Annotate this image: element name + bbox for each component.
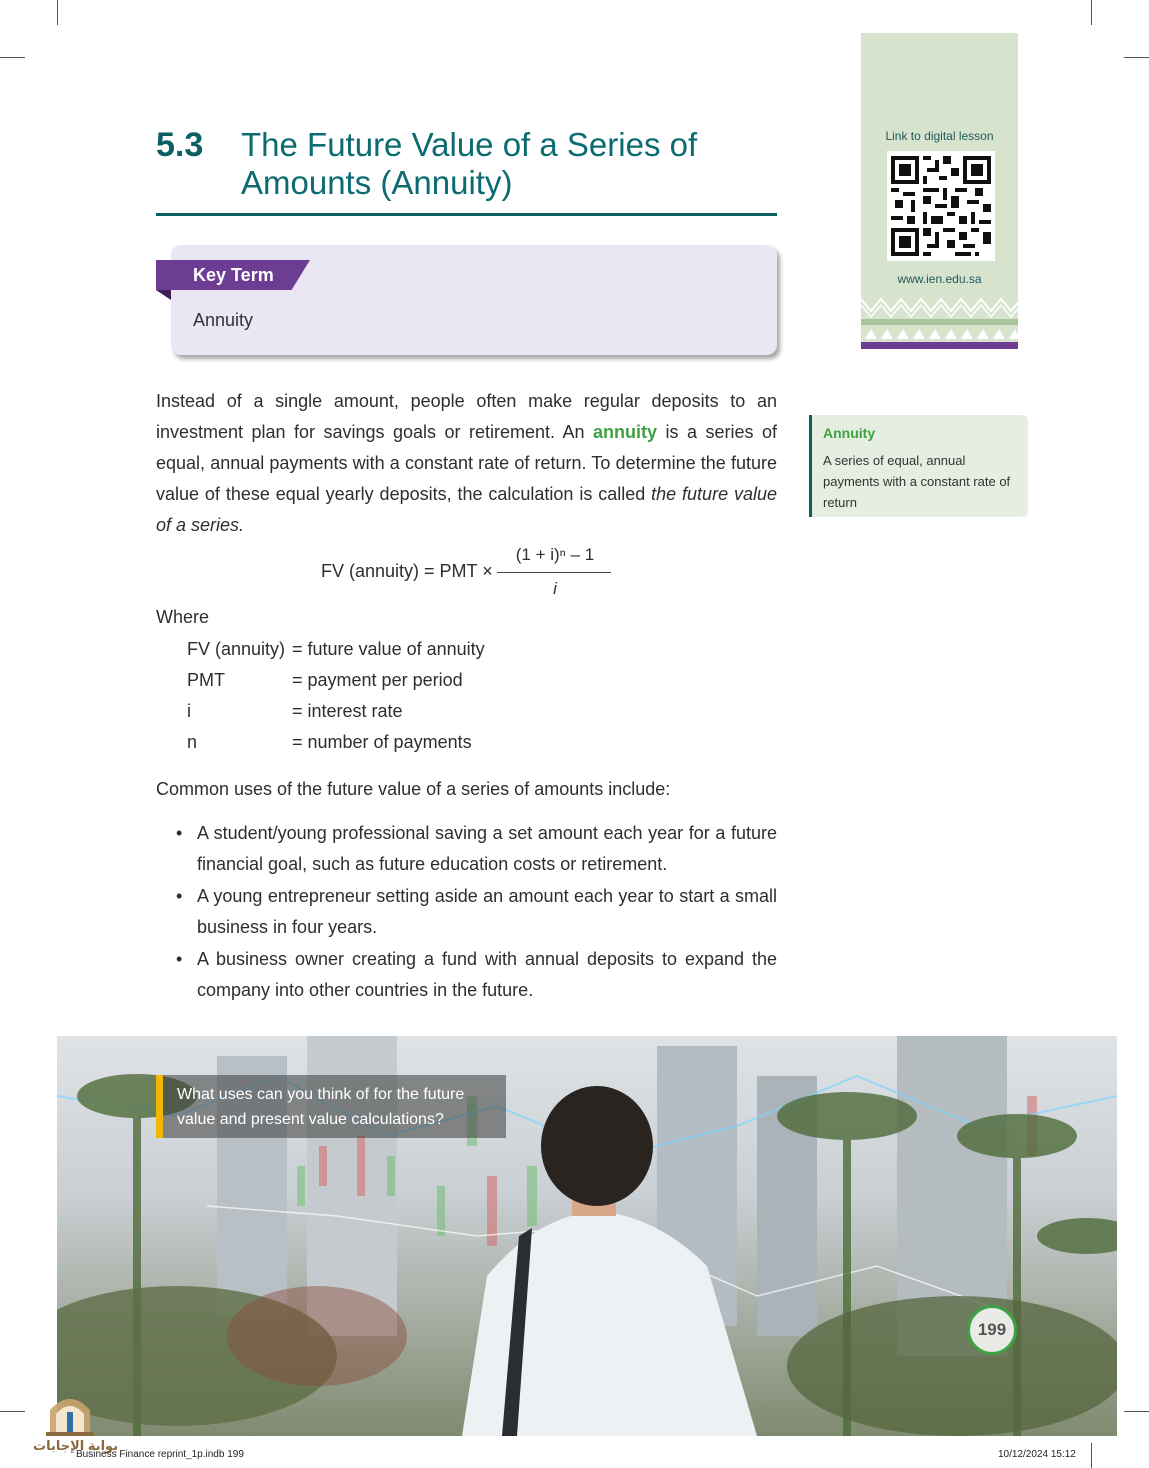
discussion-question-box bbox=[156, 1075, 506, 1138]
crop-mark bbox=[1124, 57, 1149, 58]
definition-text: = interest rate bbox=[292, 701, 403, 721]
section-number: 5.3 bbox=[156, 126, 204, 164]
fraction-bar bbox=[497, 572, 611, 573]
qr-code-icon[interactable] bbox=[887, 151, 995, 261]
crop-mark bbox=[1091, 0, 1092, 25]
intro-text-1: Instead of a single amount, people often make regular deposits to an investment plan for savings goals or retirement. An bbox=[156, 391, 777, 442]
crop-mark bbox=[0, 1411, 25, 1412]
formula-lhs: FV (annuity) = PMT × bbox=[321, 561, 493, 581]
intro-paragraph bbox=[156, 386, 777, 541]
where-label: Where bbox=[156, 607, 210, 627]
definition-text: = future value of annuity bbox=[292, 639, 485, 659]
definition-term: i bbox=[187, 701, 191, 721]
decorative-pattern bbox=[861, 295, 1018, 341]
print-date: 10/12/2024 15:12 bbox=[998, 1449, 1076, 1460]
glossary-definition: A series of equal, annual payments with a constant rate of return bbox=[823, 453, 1011, 510]
discussion-question: What uses can you think of for the future value and present value calculations? bbox=[177, 1086, 465, 1128]
section-title: The Future Value of a Series of Amounts (Annuity) bbox=[241, 126, 698, 201]
glossary-term: Annuity bbox=[823, 425, 876, 441]
uses-list bbox=[176, 818, 777, 1007]
glossary-note bbox=[809, 415, 1028, 517]
key-term-tab-fold bbox=[156, 290, 171, 300]
definition-term: PMT bbox=[187, 670, 225, 690]
key-term-label: Key Term bbox=[193, 265, 274, 285]
key-term-value: Annuity bbox=[193, 310, 254, 330]
definition-term: n bbox=[187, 732, 198, 752]
crop-mark bbox=[0, 57, 25, 58]
panel-accent-bar bbox=[861, 342, 1018, 349]
print-file-info: Business Finance reprint_1p.indb 199 bbox=[76, 1449, 244, 1460]
definition-text: = payment per period bbox=[292, 670, 463, 690]
uses-intro: Common uses of the future value of a series of amounts include: bbox=[156, 779, 671, 799]
title-divider bbox=[156, 213, 777, 216]
page-number: 199 bbox=[967, 1305, 1017, 1355]
intro-text-italic: the future value of a series. bbox=[156, 484, 777, 535]
formula-denominator: i bbox=[553, 579, 557, 598]
definition-text: = number of payments bbox=[292, 732, 472, 752]
list-item: • A business owner creating a fund with annual deposits to expand the company into other countries in the future. bbox=[176, 944, 777, 1006]
annuity-highlight: annuity bbox=[593, 422, 658, 442]
crop-mark bbox=[1124, 1411, 1149, 1412]
list-item: • A young entrepreneur setting aside an amount each year to start a small business in four years. bbox=[176, 881, 777, 943]
intro-text-2: is a series of equal, annual payments with a constant rate of return. To determine the future value of these equal yearly deposits, the calculation is called bbox=[156, 422, 777, 504]
digital-lesson-url[interactable]: www.ien.edu.sa bbox=[897, 272, 982, 286]
definition-term: FV (annuity) bbox=[187, 639, 286, 659]
crop-mark bbox=[1091, 1443, 1092, 1468]
list-item: • A student/young professional saving a set amount each year for a future financial goal, such as future education costs or retirement. bbox=[176, 818, 777, 880]
digital-lesson-link[interactable]: Link to digital lesson bbox=[885, 129, 994, 143]
digital-lesson-panel bbox=[861, 33, 1018, 349]
crop-mark bbox=[57, 0, 58, 25]
formula-numerator: (1 + i)ⁿ – 1 bbox=[515, 545, 595, 564]
site-logo-text: بوابة الإجابات bbox=[33, 1438, 119, 1453]
